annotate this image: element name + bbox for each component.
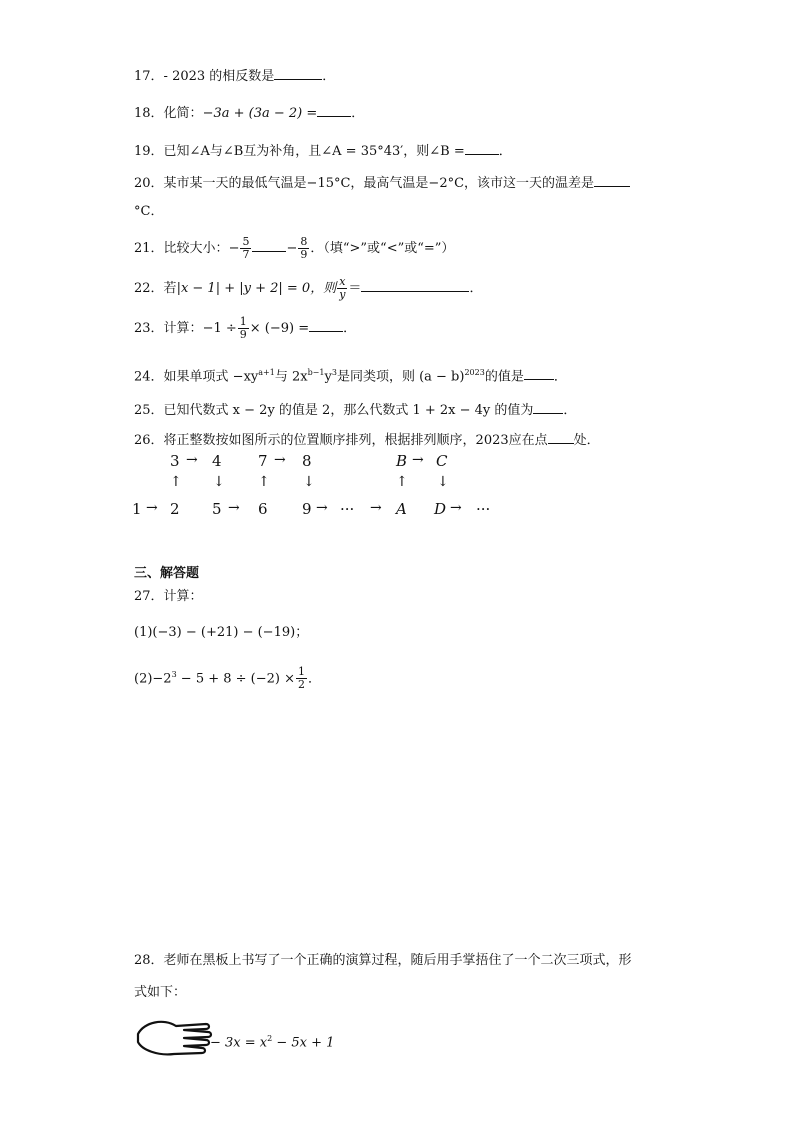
up-arrow-icon: ↑ (258, 474, 270, 490)
hand-icon (134, 1014, 214, 1062)
node-D: D (434, 500, 447, 518)
question-19: 19．已知∠A与∠B互为补角，且∠A = 35°43′，则∠B = ． (134, 141, 512, 161)
node-A: A (396, 500, 407, 518)
fraction: $\frac{1}{9}$ (239, 315, 247, 341)
ellipsis: ··· (340, 500, 355, 518)
answer-blank[interactable] (361, 278, 469, 292)
question-20: 20．某市某一天的最低气温是−15°C，最高气温是−2°C，该市这一天的温差是 (134, 173, 630, 193)
right-arrow-icon: → (274, 452, 286, 468)
question-27-part-2: $(2)-2^3 - 5 + 8 \div (-2)$ × $\frac{1}{2}$ ． (134, 665, 322, 692)
node-B: B (396, 452, 408, 470)
down-arrow-icon: ↓ (437, 474, 449, 490)
right-arrow-icon: → (412, 452, 424, 468)
answer-blank[interactable] (524, 366, 554, 380)
question-21: 21．比较大小：− $\frac{5}{7}$ − $\frac{8}{9}$ ．（填“>”或“<”或“=”） (134, 235, 455, 261)
answer-blank[interactable] (252, 238, 286, 252)
node-6: 6 (258, 500, 268, 518)
question-23: 23．计算：−1 ÷ $\frac{1}{9}$ × (−9) = ． (134, 315, 357, 341)
down-arrow-icon: ↓ (213, 474, 225, 490)
question-22: 22．若|x − 1| + |y + 2| = 0，则 $\frac{x}{y}$ ＝ ． (134, 275, 483, 301)
right-arrow-icon: → (370, 500, 382, 516)
question-28-line-2: 式如下： (134, 985, 187, 1000)
question-18: 18．化简：−3a + (3a − 2) = ． (134, 103, 364, 123)
question-24: 24．如果单项式 $-xy^{a+1}$与 $2x^{b-1}y^3$是同类项，则 $(a - b)^{2023}$的值是 ． (134, 368, 567, 385)
question-25: 25．已知代数式 x − 2y 的值是 2，那么代数式 1 + 2x − 4y 的值为 ． (134, 400, 576, 420)
question-26: 26．将正整数按如图所示的位置顺序排列，根据排列顺序，2023应在点 处． (134, 430, 600, 450)
answer-blank[interactable] (274, 66, 322, 80)
node-1: 1 (132, 500, 142, 518)
answer-blank[interactable] (309, 318, 343, 332)
question-27: 27．计算： (134, 589, 203, 604)
ellipsis: ··· (476, 500, 491, 518)
node-3: 3 (170, 452, 180, 470)
right-arrow-icon: → (146, 500, 158, 516)
fraction: $\frac{8}{9}$ (300, 235, 308, 261)
up-arrow-icon: ↑ (396, 474, 408, 490)
question-27-part-1: (1)(−3) − (+21) − (−19)； (134, 625, 309, 640)
right-arrow-icon: → (228, 500, 240, 516)
node-2: 2 (170, 500, 180, 518)
answer-blank[interactable] (548, 430, 574, 444)
fraction: $\frac{1}{2}$ (298, 665, 306, 692)
node-C: C (436, 452, 448, 470)
fraction: $\frac{5}{7}$ (242, 235, 250, 261)
answer-blank[interactable] (594, 173, 630, 187)
fraction: $\frac{x}{y}$ (339, 275, 346, 301)
question-20-unit: °C． (134, 204, 164, 219)
node-8: 8 (302, 452, 312, 470)
node-9: 9 (302, 500, 312, 518)
question-17: 17．- 2023 的相反数是 ． (134, 66, 335, 86)
answer-blank[interactable] (465, 141, 499, 155)
question-28: 28．老师在黑板上书写了一个正确的演算过程，随后用手掌捂住了一个二次三项式，形 (134, 953, 632, 968)
right-arrow-icon: → (186, 452, 198, 468)
right-arrow-icon: → (316, 500, 328, 516)
number-arrangement-diagram (130, 452, 510, 522)
node-5: 5 (212, 500, 222, 518)
answer-blank[interactable] (533, 400, 563, 414)
answer-blank[interactable] (317, 103, 351, 117)
hidden-formula: − $3x = x^2 - 5x + 1$ (210, 1034, 335, 1051)
right-arrow-icon: → (450, 500, 462, 516)
down-arrow-icon: ↓ (303, 474, 315, 490)
node-7: 7 (258, 452, 268, 470)
section-title: 三、解答题 (134, 566, 200, 581)
up-arrow-icon: ↑ (170, 474, 182, 490)
node-4: 4 (212, 452, 222, 470)
